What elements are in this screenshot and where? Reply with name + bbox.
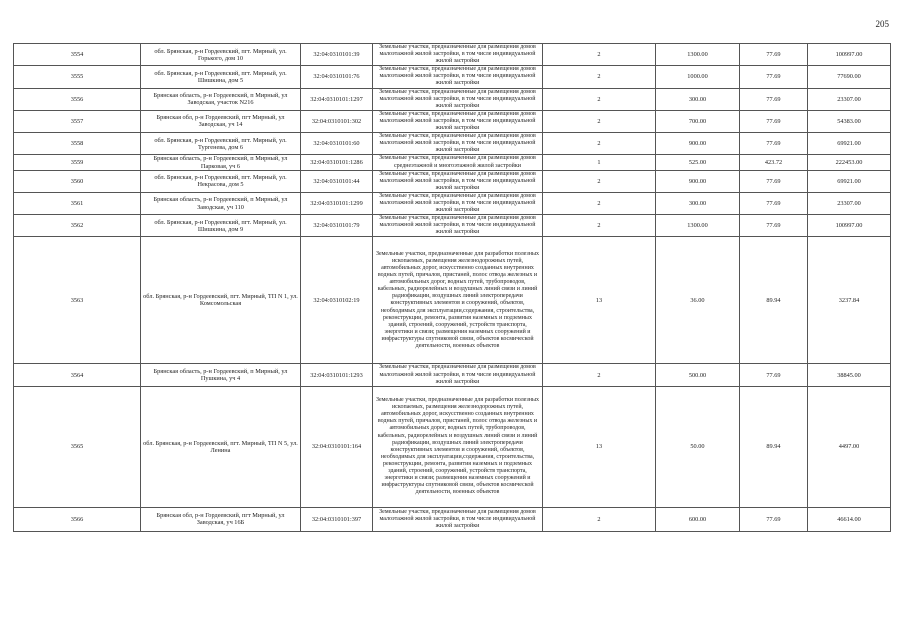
area-cell: 700.00: [656, 110, 740, 132]
cadastral-number-cell: 32:04:0310101:1286: [301, 155, 373, 170]
table-row: [14, 386, 891, 507]
land-use-description-cell: Земельные участки, предназначенные для размещения домов малоэтажной жилой застройки, в том числе индивидуальной жилой застройки: [373, 133, 543, 155]
address-cell: обл. Брянская, р-н Гордеевский, пгт. Мирный, ул. Горького, дом 10: [141, 44, 301, 66]
group-cell: 2: [543, 192, 656, 214]
cadastral-value-cell: 38845.00: [808, 364, 891, 386]
table-row: [14, 88, 891, 110]
group-cell: 2: [543, 364, 656, 386]
land-use-description-cell: Земельные участки, предназначенные для разработки полезных ископаемых, размещения железнодорожных путей, автомобильных дорог, искусственно созданных внутренних водных путей, причалов, пристаней, полос отвода железных и автомобильных дорог, водных путей, трубопроводов, кабельных, радиорелейных и воздушных линий связи и линий радиофикации, воздушных линий электропередачи конструктивных элементов и сооружений, объектов, необходимых для эксплуатации,содержания, строительства, реконструкции, ремонта, развития наземных и подземных зданий, строений, сооружений, устройств транспорта, энергетики и связи; размещения наземных сооружений и инфраструктуры спутниковой связи, объектов космической деятельности, военных объектов: [373, 386, 543, 507]
group-cell: 2: [543, 110, 656, 132]
group-cell: 2: [543, 507, 656, 531]
land-use-description-cell: Земельные участки, предназначенные для размещения домов малоэтажной жилой застройки, в том числе индивидуальной жилой застройки: [373, 507, 543, 531]
group-cell: 2: [543, 66, 656, 88]
cadastral-number-cell: 32:04:0310101:164: [301, 386, 373, 507]
table-row: [14, 215, 891, 237]
group-cell: 2: [543, 88, 656, 110]
area-cell: 500.00: [656, 364, 740, 386]
row-number: 3555: [14, 66, 141, 88]
land-use-description-cell: Земельные участки, предназначенные для размещения домов малоэтажной жилой застройки, в том числе индивидуальной жилой застройки: [373, 364, 543, 386]
cadastral-number-cell: 32:04:0310101:39: [301, 44, 373, 66]
area-cell: 1000.00: [656, 66, 740, 88]
cadastral-number-cell: 32:04:0310101:44: [301, 170, 373, 192]
address-cell: обл. Брянская, р-н Гордеевский, пгт. Мирный, ул. Некрасова, дом 5: [141, 170, 301, 192]
area-cell: 900.00: [656, 170, 740, 192]
land-use-description-cell: Земельные участки, предназначенные для размещения домов малоэтажной жилой застройки, в том числе индивидуальной жилой застройки: [373, 88, 543, 110]
cadastral-number-cell: 32:04:0310101:1299: [301, 192, 373, 214]
cadastral-value-cell: 222453.00: [808, 155, 891, 170]
specific-value-cell: 77.69: [740, 110, 808, 132]
cadastral-value-cell: 46614.00: [808, 507, 891, 531]
address-cell: обл. Брянская, р-н Гордеевский, пгт. Мирный, ул. Тургенева, дом 6: [141, 133, 301, 155]
cadastral-value-cell: 100997.00: [808, 215, 891, 237]
land-use-description-cell: Земельные участки, предназначенные для размещения домов малоэтажной жилой застройки, в том числе индивидуальной жилой застройки: [373, 44, 543, 66]
cadastral-value-cell: 54383.00: [808, 110, 891, 132]
specific-value-cell: 77.69: [740, 215, 808, 237]
land-use-description-cell: Земельные участки, предназначенные для размещения домов среднеэтажной и многоэтажной жилой застройки: [373, 155, 543, 170]
land-use-description-cell: Земельные участки, предназначенные для размещения домов малоэтажной жилой застройки, в том числе индивидуальной жилой застройки: [373, 110, 543, 132]
address-cell: обл. Брянская, р-н Гордеевский, пгт. Мирный, ул. Шишкина, дом 5: [141, 66, 301, 88]
table-row: [14, 66, 891, 88]
specific-value-cell: 89.94: [740, 386, 808, 507]
table-row: [14, 133, 891, 155]
specific-value-cell: 77.69: [740, 192, 808, 214]
page-number: 205: [875, 19, 889, 29]
cadastral-number-cell: 32:04:0310101:397: [301, 507, 373, 531]
table-row: [14, 110, 891, 132]
address-cell: Брянская область, р-н Гордеевский, п Мирный, ул Пушкина, уч 4: [141, 364, 301, 386]
table-row: [14, 364, 891, 386]
area-cell: 300.00: [656, 88, 740, 110]
cadastral-value-cell: 3237.84: [808, 237, 891, 364]
specific-value-cell: 89.94: [740, 237, 808, 364]
row-number: 3558: [14, 133, 141, 155]
area-cell: 1300.00: [656, 44, 740, 66]
cadastral-value-cell: 23307.00: [808, 192, 891, 214]
row-number: 3566: [14, 507, 141, 531]
area-cell: 525.00: [656, 155, 740, 170]
table-row: [14, 507, 891, 531]
group-cell: 2: [543, 170, 656, 192]
cadastral-number-cell: 32:04:0310101:1293: [301, 364, 373, 386]
group-cell: 2: [543, 44, 656, 66]
specific-value-cell: 77.69: [740, 170, 808, 192]
area-cell: 600.00: [656, 507, 740, 531]
cadastral-value-cell: 100997.00: [808, 44, 891, 66]
specific-value-cell: 423.72: [740, 155, 808, 170]
cadastral-value-cell: 69921.00: [808, 133, 891, 155]
address-cell: обл. Брянская, р-н Гордеевский, пгт. Мирный, ТП N 5, ул. Ленина: [141, 386, 301, 507]
address-cell: Брянская область, р-н Гордеевский, п Мирный, ул Парковая, уч 6: [141, 155, 301, 170]
specific-value-cell: 77.69: [740, 364, 808, 386]
table-row: [14, 170, 891, 192]
land-use-description-cell: Земельные участки, предназначенные для размещения домов малоэтажной жилой застройки, в том числе индивидуальной жилой застройки: [373, 170, 543, 192]
row-number: 3561: [14, 192, 141, 214]
cadastral-number-cell: 32:04:0310101:60: [301, 133, 373, 155]
address-cell: обл. Брянская, р-н Гордеевский, пгт. Мирный, ул. Шишкина, дом 9: [141, 215, 301, 237]
area-cell: 50.00: [656, 386, 740, 507]
row-number: 3556: [14, 88, 141, 110]
cadastral-value-cell: 4497.00: [808, 386, 891, 507]
cadastral-number-cell: 32:04:0310101:302: [301, 110, 373, 132]
address-cell: Брянская область, р-н Гордеевский, п Мирный, ул Заводская, участок N216: [141, 88, 301, 110]
cadastral-value-cell: 69921.00: [808, 170, 891, 192]
area-cell: 300.00: [656, 192, 740, 214]
group-cell: 1: [543, 155, 656, 170]
row-number: 3564: [14, 364, 141, 386]
area-cell: 36.00: [656, 237, 740, 364]
cadastral-number-cell: 32:04:0310101:1297: [301, 88, 373, 110]
specific-value-cell: 77.69: [740, 66, 808, 88]
row-number: 3562: [14, 215, 141, 237]
row-number: 3560: [14, 170, 141, 192]
land-use-description-cell: Земельные участки, предназначенные для разработки полезных ископаемых, размещения железнодорожных путей, автомобильных дорог, искусственно созданных внутренних водных путей, причалов, пристаней, полос отвода железных и автомобильных дорог, водных путей, трубопроводов, кабельных, радиорелейных и воздушных линий связи и линий радиофикации, воздушных линий электропередачи конструктивных элементов и сооружений, объектов, необходимых для эксплуатации,содержания, строительства, реконструкции, ремонта, развития наземных и подземных зданий, строений, сооружений, устройств транспорта, энергетики и связи; размещения наземных сооружений и инфраструктуры спутниковой связи, объектов космической деятельности, военных объектов: [373, 237, 543, 364]
land-use-description-cell: Земельные участки, предназначенные для размещения домов малоэтажной жилой застройки, в том числе индивидуальной жилой застройки: [373, 66, 543, 88]
area-cell: 900.00: [656, 133, 740, 155]
address-cell: обл. Брянская, р-н Гордеевский, пгт. Мирный, ТП N 1, ул. Комсомольская: [141, 237, 301, 364]
land-use-description-cell: Земельные участки, предназначенные для размещения домов малоэтажной жилой застройки, в том числе индивидуальной жилой застройки: [373, 215, 543, 237]
area-cell: 1300.00: [656, 215, 740, 237]
cadastral-number-cell: 32:04:0310102:19: [301, 237, 373, 364]
address-cell: Брянская обл, р-н Гордеевский, пгт Мирный, ул Заводская, уч 14: [141, 110, 301, 132]
group-cell: 2: [543, 215, 656, 237]
row-number: 3554: [14, 44, 141, 66]
address-cell: Брянская область, р-н Гордеевский, п Мирный, ул Заводская, уч 110: [141, 192, 301, 214]
group-cell: 13: [543, 386, 656, 507]
table-row: [14, 44, 891, 66]
row-number: 3559: [14, 155, 141, 170]
cadastral-value-cell: 77690.00: [808, 66, 891, 88]
row-number: 3565: [14, 386, 141, 507]
row-number: 3563: [14, 237, 141, 364]
cadastral-number-cell: 32:04:0310101:76: [301, 66, 373, 88]
cadastral-value-cell: 23307.00: [808, 88, 891, 110]
land-plots-table: [13, 43, 891, 532]
cadastral-number-cell: 32:04:0310101:79: [301, 215, 373, 237]
row-number: 3557: [14, 110, 141, 132]
specific-value-cell: 77.69: [740, 507, 808, 531]
specific-value-cell: 77.69: [740, 88, 808, 110]
group-cell: 13: [543, 237, 656, 364]
land-use-description-cell: Земельные участки, предназначенные для размещения домов малоэтажной жилой застройки, в том числе индивидуальной жилой застройки: [373, 192, 543, 214]
specific-value-cell: 77.69: [740, 133, 808, 155]
table-row: [14, 192, 891, 214]
address-cell: Брянская обл, р-н Гордеевский, пгт Мирный, ул Заводская, уч 16Б: [141, 507, 301, 531]
table-row: [14, 155, 891, 170]
specific-value-cell: 77.69: [740, 44, 808, 66]
table-row: [14, 237, 891, 364]
group-cell: 2: [543, 133, 656, 155]
